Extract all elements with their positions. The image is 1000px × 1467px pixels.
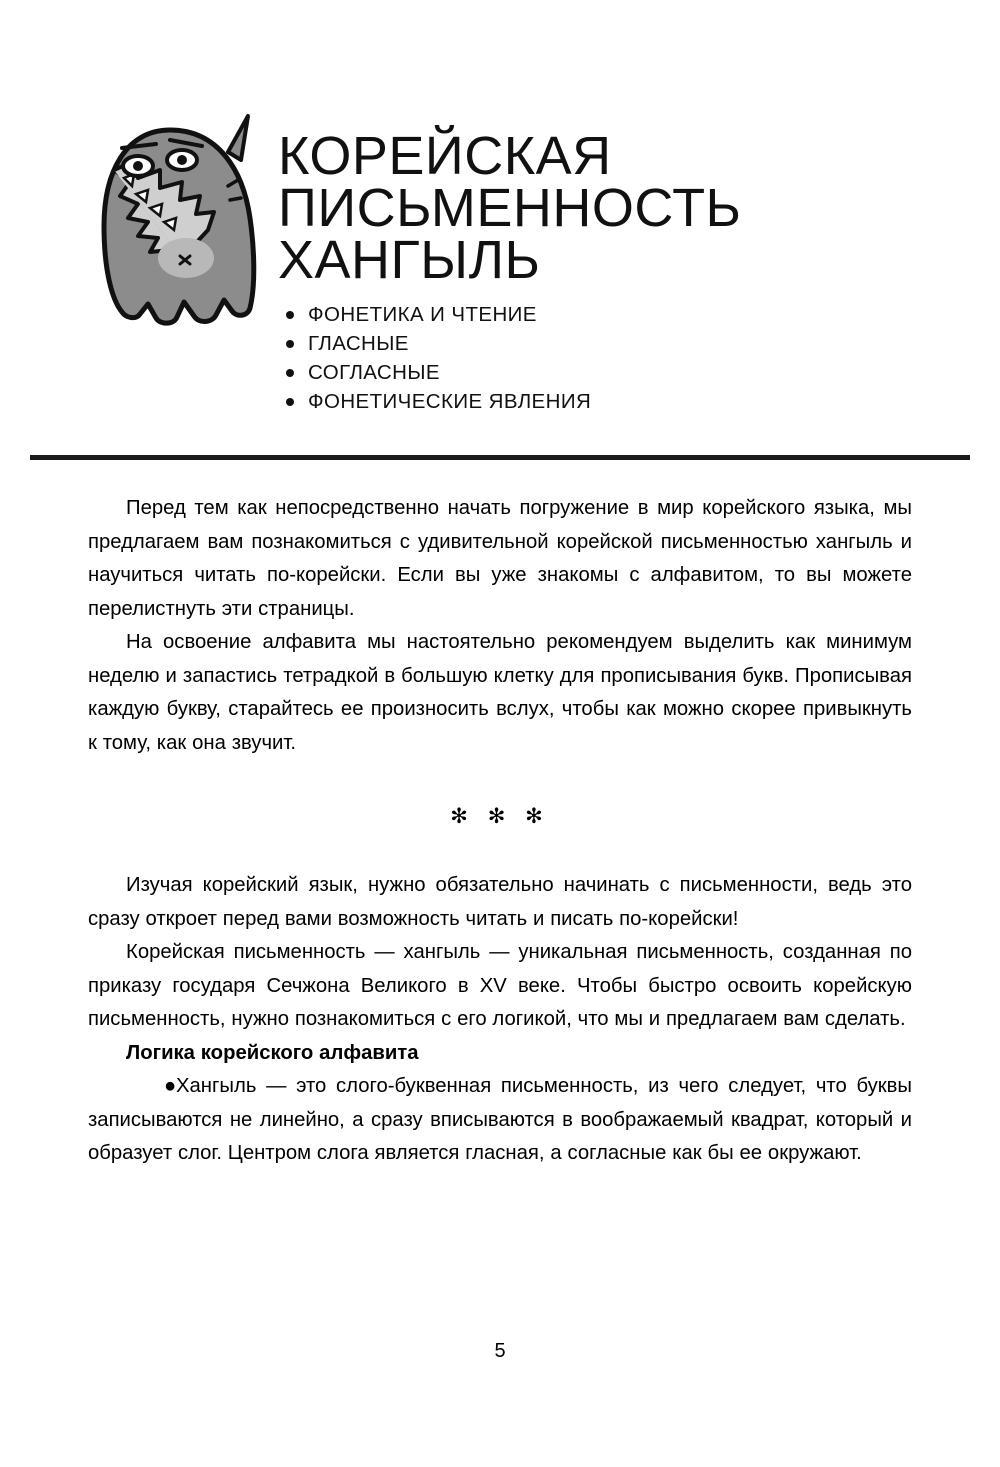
paragraph-1: Перед тем как непосредственно начать погружение в мир корейского языка, мы предлагаем вам познакомиться с удивительной корейской письменностью хангыль и научиться читать по-корейски. Если вы уже знакомы с алфавитом, то вы можете перелистнуть эти страницы.: [88, 497, 912, 620]
page-number: 5: [494, 1340, 506, 1362]
chapter-contents-list: [278, 300, 938, 416]
paragraph-3: Изучая корейский язык, нужно обязательно начинать с письменности, ведь это сразу откроет перед вами возможность читать и писать по-корейски!: [88, 874, 912, 930]
bullet-paragraph-text: Хангыль — это слого-буквенная письменность, из чего следует, что буквы записываются не линейно, а сразу вписываются в воображаемый квадрат, который и образует слог. Центром слога является гласная, а согласные как бы ее окружают.: [88, 1075, 912, 1164]
bullet-marker-icon: ●: [164, 1075, 177, 1097]
title-line-2: ПИСЬМЕННОСТЬ: [278, 178, 742, 238]
monster-mascot-icon: [78, 108, 263, 343]
toc-item-0: ФОНЕТИКА И ЧТЕНИЕ: [278, 300, 938, 329]
toc-item-2: СОГЛАСНЫЕ: [278, 358, 938, 387]
chapter-title-block: [278, 126, 938, 416]
title-line-1: КОРЕЙСКАЯ: [278, 126, 612, 186]
page-title: [278, 126, 938, 290]
toc-item-3: ФОНЕТИЧЕСКИЕ ЯВЛЕНИЯ: [278, 387, 938, 416]
toc-item-1: ГЛАСНЫЕ: [278, 329, 938, 358]
bullet-paragraph: [88, 1070, 912, 1171]
body-content: [88, 492, 912, 1171]
paragraph-4: Корейская письменность — хангыль — уникальная письменность, созданная по приказу государя Сечжона Великого в XV веке. Чтобы быстро освоить корейскую письменность, нужно познакомиться с его логикой, что мы и предлагаем вам сделать.: [88, 941, 912, 1030]
chapter-header: [0, 0, 1000, 460]
section-divider-asterisks: ✻ ✻ ✻: [450, 805, 550, 828]
header-divider-rule: [30, 455, 970, 460]
title-line-3: ХАНГЫЛЬ: [278, 230, 541, 290]
subheading-logic: Логика корейского алфавита: [126, 1041, 419, 1064]
paragraph-2: На освоение алфавита мы настоятельно рекомендуем выделить как минимум неделю и запастись тетрадкой в большую клетку для прописывания букв. Прописывая каждую букву, старайтесь ее произносить вслух, чтобы как можно скорее привыкнуть к тому, как она звучит.: [88, 631, 912, 754]
